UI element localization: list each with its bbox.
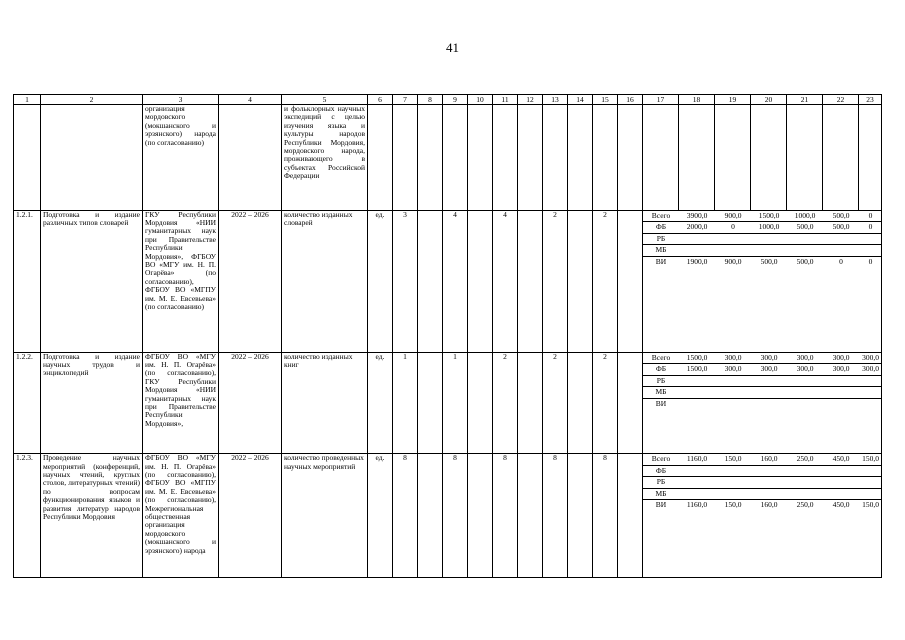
column-header-5: 5 <box>282 95 368 105</box>
financing-row <box>643 256 882 267</box>
indicator-value-col-16 <box>618 352 643 454</box>
financing-value-col-22 <box>823 387 859 399</box>
financing-value-col-20 <box>751 233 787 245</box>
financing-value-col-22 <box>823 245 859 257</box>
column-header-6: 6 <box>368 95 393 105</box>
financing-value-col-18 <box>679 233 715 245</box>
financing-value-col-20 <box>751 398 787 409</box>
financing-value-col-19: 150,0 <box>715 454 751 465</box>
financing-value-col-22: 450,0 <box>832 500 850 510</box>
indicator-value-col-12 <box>518 454 543 578</box>
indicator-value-col-14 <box>568 454 593 578</box>
financing-value-col-18 <box>679 465 715 477</box>
financing-row <box>643 364 882 376</box>
indicator-value-col-9: 8 <box>443 454 468 578</box>
financing-value-col-18: 1500,0 <box>679 353 715 364</box>
financing-value-col-21: 300,0 <box>787 353 823 364</box>
financing-value-col-19: 0 <box>715 222 751 234</box>
financing-value-col-18 <box>679 477 715 489</box>
column-header-10: 10 <box>468 95 493 105</box>
indicator-value-col-16 <box>618 210 643 352</box>
financing-value-col-22: 300,0 <box>823 364 859 376</box>
financing-value-col-18 <box>679 375 715 387</box>
financing-value-col-23 <box>859 465 882 477</box>
financing-value-col-19: 300,0 <box>715 364 751 376</box>
financing-source: РБ <box>643 477 679 489</box>
cell-col-10 <box>468 105 493 211</box>
activity-executor: ФГБОУ ВО «МГУ им. Н. П. Огарёва» (по согласованию), ГКУ Республики Мордовия «НИИ гуманитарных наук при Правительстве Республики Мордовия», <box>143 352 219 454</box>
financing-source: МБ <box>643 488 679 500</box>
financing-source: Всего <box>643 211 679 222</box>
activity-indicator: количество изданных словарей <box>282 210 368 352</box>
cell-col-19 <box>715 105 751 211</box>
financing-value-col-21 <box>787 465 823 477</box>
financing-row <box>643 233 882 245</box>
indicator-value-col-15: 8 <box>593 454 618 578</box>
indicator-value-col-13: 2 <box>543 352 568 454</box>
financing-value-col-20 <box>751 488 787 500</box>
financing-value-col-22 <box>823 488 859 500</box>
financing-value-col-18 <box>679 488 715 500</box>
financing-value-col-21 <box>787 387 823 399</box>
cell-col-23 <box>859 105 882 211</box>
financing-value-col-22 <box>823 465 859 477</box>
column-header-16: 16 <box>618 95 643 105</box>
activity-unit: ед. <box>368 454 393 578</box>
column-header-19: 19 <box>715 95 751 105</box>
financing-source: МБ <box>643 387 679 399</box>
indicator-value-col-12 <box>518 210 543 352</box>
financing-value-col-20 <box>751 477 787 489</box>
financing-row <box>643 465 882 477</box>
financing-source: Всего <box>643 353 679 364</box>
financing-value-col-23 <box>859 477 882 489</box>
financing-row <box>643 500 882 511</box>
indicator-value-col-16 <box>618 454 643 578</box>
indicator-value-col-8 <box>418 454 443 578</box>
financing-value-col-20: 300,0 <box>751 353 787 364</box>
financing-value-col-18: 1160,0 <box>679 454 715 465</box>
activity-period: 2022 – 2026 <box>219 454 282 578</box>
financing-value-col-23 <box>859 375 882 387</box>
indicator-value-col-13: 2 <box>543 210 568 352</box>
financing-source: ФБ <box>643 222 679 234</box>
financing-source: ФБ <box>643 465 679 477</box>
column-header-21: 21 <box>787 95 823 105</box>
financing-value-col-23 <box>859 387 882 399</box>
column-header-2: 2 <box>41 95 143 105</box>
financing-value-col-22 <box>823 375 859 387</box>
program-activities-table <box>13 94 882 578</box>
financing-value-col-19: 900,0 <box>724 256 742 266</box>
financing-value-col-19 <box>715 387 751 399</box>
indicator-value-col-10 <box>468 352 493 454</box>
cell-col-16 <box>618 105 643 211</box>
activity-number: 1.2.3. <box>14 454 41 578</box>
column-header-3: 3 <box>143 95 219 105</box>
financing-source: Всего <box>643 454 679 465</box>
cell-col-13 <box>543 105 568 211</box>
cell-col-22 <box>823 105 859 211</box>
financing-value-col-21: 500,0 <box>787 222 823 234</box>
activity-row <box>14 210 882 352</box>
continuation-row <box>14 105 882 211</box>
financing-value-col-19 <box>715 375 751 387</box>
indicator-value-col-15: 2 <box>593 352 618 454</box>
activity-name: Подготовка и издание различных типов словарей <box>41 210 143 352</box>
activity-name: Подготовка и издание научных трудов и энциклопедий <box>41 352 143 454</box>
column-number-header-row <box>14 95 882 105</box>
financing-value-col-23: 0 <box>859 211 882 222</box>
indicator-value-col-10 <box>468 454 493 578</box>
financing-value-col-19: 150,0 <box>724 500 742 510</box>
financing-value-col-23: 300,0 <box>859 353 882 364</box>
activity-unit: ед. <box>368 210 393 352</box>
financing-value-col-19 <box>715 465 751 477</box>
financing-value-col-20 <box>751 387 787 399</box>
financing-value-col-21 <box>787 233 823 245</box>
indicator-value-col-12 <box>518 352 543 454</box>
financing-block <box>643 210 882 352</box>
financing-value-col-21: 250,0 <box>796 500 814 510</box>
financing-value-col-23: 150,0 <box>862 500 879 510</box>
financing-row <box>643 488 882 500</box>
indicator-value-col-7: 3 <box>393 210 418 352</box>
financing-value-col-23 <box>859 488 882 500</box>
activity-executor: ГКУ Республики Мордовия «НИИ гуманитарных наук при Правительстве Республики Мордовия», ФГБОУ ВО «МГУ им. Н. П. Огарёва» (по согласованию), ФГБОУ ВО «МГПУ им. М. Е. Евсевьева» (по согласованию) <box>143 210 219 352</box>
financing-value-col-19 <box>715 477 751 489</box>
cell-indicator: и фольклорных научных экспедиций с целью изучения языка и культуры народов Республики Мордовия, мордовского народа, проживающего в субъектах Российской Федерации <box>282 105 368 211</box>
financing-value-col-22: 500,0 <box>823 211 859 222</box>
financing-value-col-20 <box>751 245 787 257</box>
indicator-value-col-13: 8 <box>543 454 568 578</box>
financing-value-col-21 <box>787 398 823 409</box>
financing-value-col-18: 2000,0 <box>679 222 715 234</box>
financing-row <box>643 211 882 222</box>
financing-value-col-22: 0 <box>839 256 843 266</box>
cell-col-14 <box>568 105 593 211</box>
financing-value-col-23: 0 <box>859 222 882 234</box>
cell-col-7 <box>393 105 418 211</box>
financing-block <box>643 454 882 578</box>
financing-row <box>643 245 882 257</box>
financing-value-col-23 <box>859 245 882 257</box>
activity-number: 1.2.2. <box>14 352 41 454</box>
activity-name: Проведение научных мероприятий (конференций, научных чтений, круглых столов, литературных чтений) по вопросам функционирования языков и развития литератур народов Республики Мордовия <box>41 454 143 578</box>
financing-value-col-23 <box>859 233 882 245</box>
financing-value-col-19 <box>715 488 751 500</box>
financing-value-col-23: 0 <box>868 256 873 266</box>
column-header-4: 4 <box>219 95 282 105</box>
financing-value-col-21 <box>787 477 823 489</box>
column-header-22: 22 <box>823 95 859 105</box>
financing-value-col-19: 300,0 <box>715 353 751 364</box>
financing-value-col-21: 300,0 <box>787 364 823 376</box>
financing-value-col-23 <box>859 398 882 409</box>
activity-row <box>14 352 882 454</box>
financing-value-col-18: 1900,0 <box>686 256 708 266</box>
indicator-value-col-9: 1 <box>443 352 468 454</box>
financing-value-col-20: 160,0 <box>751 454 787 465</box>
financing-value-col-21: 250,0 <box>787 454 823 465</box>
cell-executor: организация мордовского (мокшанского и эрзянского) народа (по согласованию) <box>143 105 219 211</box>
column-header-20: 20 <box>751 95 787 105</box>
indicator-value-col-7: 8 <box>393 454 418 578</box>
financing-value-col-19 <box>715 245 751 257</box>
financing-row <box>643 477 882 489</box>
financing-value-col-23: 150,0 <box>859 454 882 465</box>
indicator-value-col-14 <box>568 352 593 454</box>
cell-col-8 <box>418 105 443 211</box>
financing-row <box>643 454 882 465</box>
cell-col-17 <box>643 105 679 211</box>
financing-source: ФБ <box>643 364 679 376</box>
column-header-9: 9 <box>443 95 468 105</box>
column-header-13: 13 <box>543 95 568 105</box>
activity-row <box>14 454 882 578</box>
financing-value-col-19 <box>715 233 751 245</box>
indicator-value-col-8 <box>418 210 443 352</box>
indicator-value-col-11: 2 <box>493 352 518 454</box>
cell-col-12 <box>518 105 543 211</box>
activity-indicator: количество проведенных научных мероприятий <box>282 454 368 578</box>
indicator-value-col-7: 1 <box>393 352 418 454</box>
financing-value-col-18 <box>679 245 715 257</box>
activity-period: 2022 – 2026 <box>219 352 282 454</box>
financing-value-col-22: 450,0 <box>823 454 859 465</box>
indicator-value-col-14 <box>568 210 593 352</box>
financing-value-col-20: 1500,0 <box>751 211 787 222</box>
financing-value-col-20: 300,0 <box>751 364 787 376</box>
activity-number: 1.2.1. <box>14 210 41 352</box>
financing-row <box>643 375 882 387</box>
indicator-value-col-11: 4 <box>493 210 518 352</box>
column-header-8: 8 <box>418 95 443 105</box>
financing-value-col-18 <box>679 387 715 399</box>
column-header-12: 12 <box>518 95 543 105</box>
activity-period: 2022 – 2026 <box>219 210 282 352</box>
cell-period <box>219 105 282 211</box>
financing-value-col-20 <box>751 465 787 477</box>
indicator-value-col-11: 8 <box>493 454 518 578</box>
financing-source: ВИ <box>655 256 667 266</box>
financing-row <box>643 398 882 409</box>
financing-value-col-18: 1500,0 <box>679 364 715 376</box>
cell-col-18 <box>679 105 715 211</box>
financing-value-col-19: 900,0 <box>715 211 751 222</box>
column-header-14: 14 <box>568 95 593 105</box>
financing-value-col-21 <box>787 375 823 387</box>
financing-value-col-22 <box>823 477 859 489</box>
financing-value-col-20: 160,0 <box>760 500 778 510</box>
indicator-value-col-8 <box>418 352 443 454</box>
financing-source: ВИ <box>655 398 667 408</box>
financing-value-col-22: 300,0 <box>823 353 859 364</box>
column-header-15: 15 <box>593 95 618 105</box>
column-header-18: 18 <box>679 95 715 105</box>
column-header-1: 1 <box>14 95 41 105</box>
financing-value-col-21: 1000,0 <box>787 211 823 222</box>
activity-indicator: количество изданных книг <box>282 352 368 454</box>
financing-source: МБ <box>643 245 679 257</box>
financing-value-col-18: 3900,0 <box>679 211 715 222</box>
financing-value-col-19 <box>715 398 751 409</box>
financing-source: РБ <box>643 233 679 245</box>
financing-value-col-18: 1160,0 <box>686 500 708 510</box>
financing-value-col-21 <box>787 245 823 257</box>
activity-unit: ед. <box>368 352 393 454</box>
cell-num <box>14 105 41 211</box>
activity-executor: ФГБОУ ВО «МГУ им. Н. П. Огарёва» (по согласованию), ФГБОУ ВО «МГПУ им. М. Е. Евсевьева» (по согласованию), Межрегиональная общественная организация мордовского (мокшанского и эрзянского) народа <box>143 454 219 578</box>
cell-col-6 <box>368 105 393 211</box>
cell-col-21 <box>787 105 823 211</box>
page-number: 41 <box>446 40 459 55</box>
financing-value-col-22: 500,0 <box>823 222 859 234</box>
financing-row <box>643 353 882 364</box>
cell-col-9 <box>443 105 468 211</box>
financing-value-col-20 <box>751 375 787 387</box>
cell-name <box>41 105 143 211</box>
column-header-17: 17 <box>643 95 679 105</box>
financing-value-col-20: 500,0 <box>760 256 778 266</box>
financing-block <box>643 352 882 454</box>
financing-source: РБ <box>643 375 679 387</box>
indicator-value-col-15: 2 <box>593 210 618 352</box>
financing-row <box>643 387 882 399</box>
financing-value-col-20: 1000,0 <box>751 222 787 234</box>
financing-value-col-22 <box>823 233 859 245</box>
indicator-value-col-10 <box>468 210 493 352</box>
column-header-23: 23 <box>859 95 882 105</box>
column-header-11: 11 <box>493 95 518 105</box>
financing-value-col-22 <box>823 398 859 409</box>
financing-source: ВИ <box>655 500 667 510</box>
cell-col-15 <box>593 105 618 211</box>
indicator-value-col-9: 4 <box>443 210 468 352</box>
financing-value-col-18 <box>679 398 715 409</box>
financing-row <box>643 222 882 234</box>
financing-value-col-21 <box>787 488 823 500</box>
cell-col-11 <box>493 105 518 211</box>
column-header-7: 7 <box>393 95 418 105</box>
financing-value-col-21: 500,0 <box>796 256 814 266</box>
financing-value-col-23: 300,0 <box>859 364 882 376</box>
cell-col-20 <box>751 105 787 211</box>
